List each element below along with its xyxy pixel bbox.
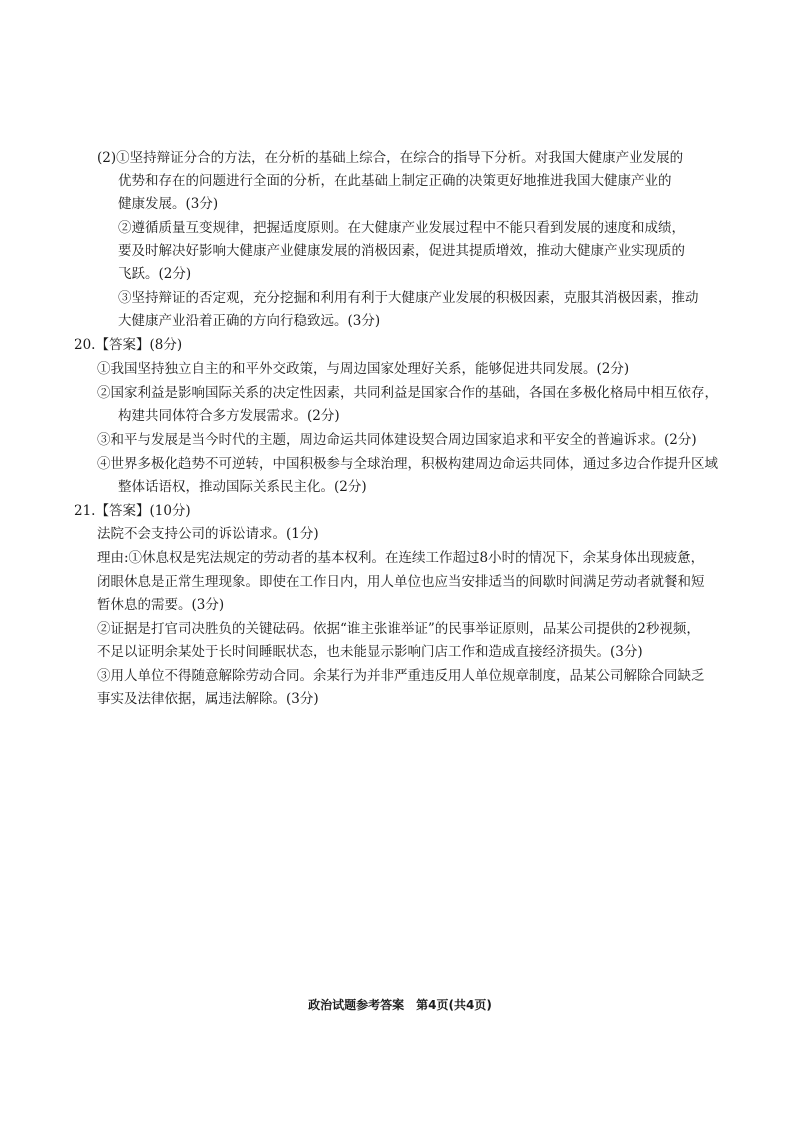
q20-p4-line2: 整体话语权，推动国际关系民主化。(2分) xyxy=(118,479,367,495)
q20-p3-line1: ③和平与发展是当今时代的主题，周边命运共同体建设契合周边国家追求和平安全的普遍诉求。(2分) xyxy=(97,432,697,448)
q20-p4-line1: ④世界多极化趋势不可逆转，中国积极参与全球治理，积极构建周边命运共同体，通过多边合作提升区域 xyxy=(97,456,718,472)
q19-p1-line1: (2)①坚持辩证分合的方法，在分析的基础上综合，在综合的指导下分析。对我国大健康产业发展的 xyxy=(97,150,684,166)
q19-p2-line1: ②遵循质量互变规律，把握适度原则。在大健康产业发展过程中不能只看到发展的速度和成绩， xyxy=(118,220,685,236)
q21-p3-line2: 事实及法律依据，属违法解除。(3分) xyxy=(97,691,319,707)
q19-p3-line2: 大健康产业沿着正确的方向行稳致远。(3分) xyxy=(118,313,381,329)
q21-heading: 21.【答案】(10分) xyxy=(74,503,191,519)
q21-p2-line1: ②证据是打官司决胜负的关键砝码。依据“谁主张谁举证”的民事举证原则，品某公司提供的2秒视频， xyxy=(97,621,700,637)
q19-p1-line2: 优势和存在的问题进行全面的分析，在此基础上制定正确的决策更好地推进我国大健康产业的 xyxy=(118,173,672,189)
q21-p3-line1: ③用人单位不得随意解除劳动合同。余某行为并非严重违反用人单位规章制度，品某公司解除合同缺乏 xyxy=(97,668,705,684)
q20-p2-line1: ②国家利益是影响国际关系的决定性因素，共同利益是国家合作的基础，各国在多极化格局中相互依存， xyxy=(97,385,718,401)
q19-p2-line3: 飞跃。(2分) xyxy=(118,266,192,282)
q19-p2-line2: 要及时解决好影响大健康产业健康发展的消极因素，促进其提质增效，推动大健康产业实现质的 xyxy=(118,243,685,259)
page-footer: 政治试题参考答案 第4页(共4页) xyxy=(308,998,492,1012)
q19-p3-line1: ③坚持辩证的否定观，充分挖掘和利用有利于大健康产业发展的积极因素，克服其消极因素，推动 xyxy=(118,290,699,306)
q21-p1-line2: 闭眼休息是正常生理现象。即使在工作日内，用人单位也应当安排适当的间歇时间满足劳动者就餐和短 xyxy=(97,574,705,590)
q20-p2-line2: 构建共同体符合多方发展需求。(2分) xyxy=(118,408,340,424)
q21-p1-line1: 理由:①休息权是宪法规定的劳动者的基本权利。在连续工作超过8小时的情况下，余某身体出现疲惫， xyxy=(97,550,705,566)
q20-p1-line1: ①我国坚持独立自主的和平外交政策，与周边国家处理好关系，能够促进共同发展。(2分) xyxy=(97,361,630,377)
q20-heading: 20.【答案】(8分) xyxy=(74,337,183,353)
q21-p2-line2: 不足以证明余某处于长时间睡眠状态，也未能显示影响门店工作和造成直接经济损失。(3分) xyxy=(97,644,643,660)
q21-conclusion: 法院不会支持公司的诉讼请求。(1分) xyxy=(97,526,319,542)
q21-p1-line3: 暂休息的需要。(3分) xyxy=(97,597,225,613)
q19-p1-line3: 健康发展。(3分) xyxy=(118,196,219,212)
